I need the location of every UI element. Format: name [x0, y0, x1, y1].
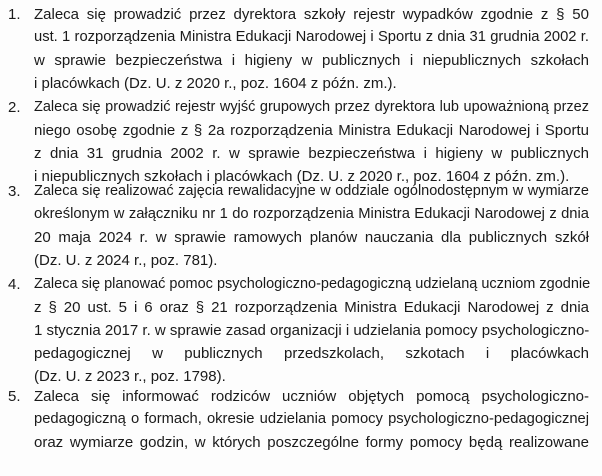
item-text-line: (Dz. U. z 2023 r., poz. 1798). — [34, 368, 226, 385]
item-text-line: 1 stycznia 2017 r. w sprawie zasad organizacji i udzielania pomocy psychologiczno- — [34, 322, 590, 339]
item-text-line: Zaleca się prowadzić rejestr wyjść grupowych przez dyrektora lub upoważnioną przez — [34, 99, 589, 115]
item-text-line: i niepublicznych szkołach i placówkach (Dz. U. z 2020 r., poz. 1604 z późn. zm.). — [34, 168, 570, 185]
item-text-line: Zaleca się realizować zajęcia rewalidacyjne w oddziale ogólnodostępnym w wymiarze — [34, 183, 589, 199]
item-text-line: z § 20 ust. 5 i 6 oraz § 21 rozporządzenia Ministra Edukacji Narodowej z dnia — [34, 299, 589, 316]
item-text-line: oraz wymiarze godzin, w których poszczególne formy pomocy będą realizowane — [34, 434, 589, 451]
item-text-line: Zaleca się informować rodziców uczniów objętych pomocą psychologiczno- — [34, 388, 589, 405]
item-text-line: w sprawie bezpieczeństwa i higieny w publicznych i niepublicznych szkołach — [34, 52, 589, 69]
item-number: 1. — [8, 6, 21, 23]
item-number: 4. — [8, 276, 21, 293]
item-text-line: niego osobę zgodnie z § 2a rozporządzenia Ministra Edukacji Narodowej i Sportu — [34, 122, 589, 139]
item-text-line: ust. 1 rozporządzenia Ministra Edukacji Narodowej i Sportu z dnia 31 grudnia 2002 r. — [34, 29, 589, 45]
item-text-line: 20 maja 2024 r. w sprawie ramowych planów nauczania dla publicznych szkół — [34, 229, 589, 246]
item-text-line: i placówkach (Dz. U. z 2020 r., poz. 1604 z późn. zm.). — [34, 75, 397, 92]
item-number: 3. — [8, 183, 21, 200]
item-text-line: Zaleca się planować pomoc psychologiczno-pedagogiczną udzielaną uczniom zgodnie — [34, 276, 591, 292]
item-text-line: Zaleca się prowadzić przez dyrektora szkoły rejestr wypadków zgodnie z § 50 — [34, 6, 589, 23]
item-text-line: pedagogicznej w publicznych przedszkolach, szkotach i placówkach — [34, 345, 589, 362]
item-number: 5. — [8, 388, 21, 405]
item-text-line: pedagogiczną o formach, okresie udzielania pomocy psychologiczno-pedagogicznej — [34, 411, 589, 427]
item-text-line: określonym w załączniku nr 1 do rozporządzenia Ministra Edukacji Narodowej z dnia — [34, 206, 589, 222]
item-text-line: (Dz. U. z 2024 r., poz. 781). — [34, 252, 218, 269]
item-number: 2. — [8, 99, 21, 116]
item-text-line: z dnia 31 grudnia 2002 r. w sprawie bezpieczeństwa i higieny w publicznych — [34, 145, 589, 162]
